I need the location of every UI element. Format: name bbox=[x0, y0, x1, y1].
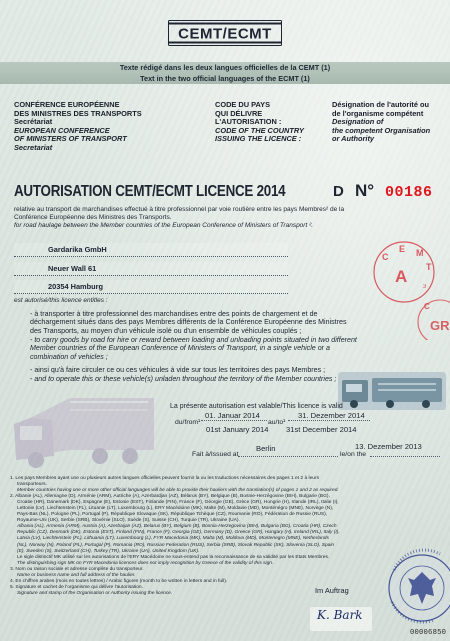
note-2-fr-2: Croatie (HR), Danemark (DK), Espagne (E), Estonie (EST), Finlande (FIN), France (F), Géorgie (GE), Grèce (GR), Hongrie (H), Irlande (IRL), Italie (I), bbox=[17, 500, 339, 506]
clause-carry-en-2: Member countries of the European Conference of Ministers of Transport, in a single vehicle or a bbox=[30, 344, 330, 353]
note-1-en: Member countries having one or more other official languages will be able to provide their hauliers with the translation(s) of pages 1 and 2 as required. bbox=[17, 488, 339, 494]
licence-series: D bbox=[333, 183, 344, 200]
note-2-en-1: Albania (AL), Armenia (ARM), Austria (A), Azerbaijan (AZ), Belarus (BY), Belgium (B), Bosnia-Herzegovina (BIH), Bulgaria (BG), Croatia (HR), Czech bbox=[17, 524, 337, 530]
im-auftrag-label: Im Auftrag bbox=[315, 586, 349, 595]
note-2-en-5: (E), Sweden (S), Switzerland (CH), Turkey (TR), Ukraine (UA), United Kingdom (UK). bbox=[17, 548, 200, 554]
svg-text:E: E bbox=[399, 244, 406, 254]
note-5-en: Signature and stamp of the Organisation or Authority issuing the licence. bbox=[17, 590, 173, 596]
official-seal-icon bbox=[384, 540, 450, 636]
note-2-mk-en: The distinguishing sign MK on FYR Macedonia licences does not imply recognition by Greece of the validity of this sign. bbox=[17, 560, 274, 566]
note-2-fr-3: Lettonie (LV), Liechtenstein (FL), Lituanie (LT), Luxembourg (L), ERY Macédoine (MK), Malte (M), Moldavie (MD), Monténégro (MNE), Norvège (N), bbox=[17, 506, 334, 512]
valid-to-date-de: 31. Dezember 2014 bbox=[298, 411, 365, 420]
valid-from-label: du/from¹ bbox=[175, 419, 201, 426]
holder-city-field bbox=[14, 280, 288, 294]
country-code-fr-2: QUI DÉLIVRE bbox=[215, 108, 263, 118]
clause-carry-en-1: - to carry goods by road for hire or reward between loading and unloading points situated in two different bbox=[30, 336, 357, 344]
valid-to-label: au/to¹ bbox=[268, 419, 286, 426]
valid-from-date-de: 01. Januar 2014 bbox=[205, 411, 260, 420]
authority-en-1: Designation of bbox=[332, 117, 384, 127]
conference-en-1: EUROPEAN CONFERENCE bbox=[14, 125, 110, 135]
holder-city: 20354 Hamburg bbox=[48, 282, 104, 291]
clause-unladen-en: - and to operate this or these vehicle(s) unladen throughout the territory of the Member countries ; bbox=[30, 375, 337, 383]
scope-fr-1: relative au transport de marchandises effectué à titre professionnel par voie routière entre les pays Membres² de la bbox=[14, 206, 345, 213]
svg-text:C: C bbox=[424, 302, 430, 311]
svg-text:3: 3 bbox=[423, 284, 427, 290]
secretariat-fr: Secrétariat bbox=[14, 117, 53, 127]
language-line-en: Text in the two official languages of the ECMT (1) bbox=[140, 73, 310, 83]
note-3-en: Name or business name and full address of the haulier. bbox=[17, 572, 136, 578]
note-5-fr: 5. Signature et cachet de l'organisme qui délivre l'autorisation. bbox=[10, 584, 143, 590]
issuer-conference bbox=[14, 101, 209, 153]
logo-mark bbox=[168, 20, 282, 46]
scope-fr-2: Conférence Européenne des Ministres des Transports. bbox=[14, 214, 172, 221]
licence-title: AUTORISATION CEMT/ECMT LICENCE 2014 bbox=[14, 183, 286, 200]
clause-carry-fr bbox=[30, 310, 418, 327]
conference-fr-1: CONFÉRENCE EUROPÉENNE bbox=[14, 100, 120, 109]
note-2-en-2: Republic (CZ), Denmark (DK), Estonia (EST), Finland (FIN), France (F), Georgia (GE), Germany (D), Greece (GR), Hungary (H), Ireland (IRL), Italy (I), bbox=[17, 530, 340, 536]
validity-label: La présente autorisation est valable/This licence is valid bbox=[170, 403, 343, 410]
number-label: N° bbox=[355, 181, 375, 200]
vehicle-graphic-icon bbox=[338, 372, 446, 410]
note-2-fr-1: 2. Albanie (AL), Allemagne (D), Arménie (ARM), Autriche (A), Azerbaïdjan (AZ), Bélarus (BY), Belgique (B), Bosnie-Herzégovine (BIH), Bulgarie (BG), bbox=[10, 494, 330, 500]
note-3-fr: 3. Nom ou raison sociale et adresse complète du transporteur. bbox=[10, 566, 144, 572]
clause-carry-en bbox=[30, 336, 418, 361]
clause-carry-fr-3: des Transports, au moyen d'un véhicule isolé ou d'un ensemble de véhicules couplés ; bbox=[30, 327, 302, 335]
note-1-fr: 1. Les pays Membres ayant une ou plusieurs autres langues officielles peuvent fournir la ou les traductions nécessaires des pages 1 et 2 à leurs bbox=[10, 476, 320, 481]
to-dotline bbox=[288, 420, 370, 421]
issued-at-label: Fait à/Issued at bbox=[192, 451, 239, 458]
clause-carry-en-3: combination of vehicles ; bbox=[30, 352, 108, 361]
svg-text:C: C bbox=[382, 252, 389, 262]
serial-number: 00006850 bbox=[410, 629, 447, 637]
svg-text:M: M bbox=[416, 248, 424, 258]
note-2-fr-5: Royaume-Uni (UK), Serbie (SRB), Slovénie (SLO), Suède (S), Suisse (CH), Turquie (TR), Ukraine (UA). bbox=[17, 518, 240, 524]
country-code-heading bbox=[215, 101, 325, 144]
truck-watermark-icon bbox=[8, 380, 158, 472]
svg-text:A: A bbox=[395, 267, 408, 286]
language-line-fr: Texte rédigé dans les deux langues officielles de la CEMT (1) bbox=[119, 63, 331, 72]
issue-date: 13. Dezember 2013 bbox=[355, 442, 422, 451]
logo-text: CEMT/ECMT bbox=[178, 25, 272, 43]
clause-unladen-fr: - ainsi qu'à faire circuler ce ou ces véhicules à vide sur tous les territoires des pays Membres ; bbox=[30, 366, 326, 374]
holder-street: Neuer Wall 61 bbox=[48, 264, 97, 273]
country-code-en-2: ISSUING THE LICENCE : bbox=[215, 134, 302, 144]
note-2-mk-fr: Le sigle distinctif MK utilisé sur les autorisations de l'ERY Macédoine ne sous-entend pas la reconnaissance de sa validité par les Etats Membres. bbox=[17, 554, 330, 560]
holder-street-field bbox=[14, 262, 288, 276]
authority-en-3: or Authority bbox=[332, 134, 375, 144]
valid-to-date-en: 31st December 2014 bbox=[286, 425, 357, 434]
entitlement-label: est autorisé/this licence entitles : bbox=[14, 297, 108, 304]
date-dotline bbox=[370, 456, 440, 457]
from-dotline bbox=[201, 420, 267, 421]
note-1-fr-cont: transporteurs. bbox=[17, 482, 47, 488]
handwritten-signature: K. Bark bbox=[317, 608, 363, 622]
place-dotline bbox=[238, 456, 338, 457]
language-band bbox=[0, 62, 450, 84]
licence-number: 00186 bbox=[385, 184, 433, 201]
footnotes bbox=[10, 476, 392, 597]
cemt-ecmt-logo bbox=[168, 20, 282, 46]
issued-on-label: le/on the bbox=[340, 451, 367, 458]
holder-name: Gardarika GmbH bbox=[48, 245, 107, 254]
authority-fr-1: Désignation de l'autorité ou bbox=[332, 100, 430, 109]
clause-carry-fr-2: déchargement situés dans des pays Membres différents de la Conférence Européenne des Ministres bbox=[30, 318, 347, 327]
note-4: 4. En chiffres arabes (mois en toutes lettres) / Arabic figures (month to be written in letters and in full). bbox=[10, 578, 228, 584]
svg-text:GR: GR bbox=[430, 318, 450, 333]
clause-carry-fr-3-wrap bbox=[30, 327, 418, 335]
valid-from-date-en: 01st January 2014 bbox=[206, 425, 269, 434]
authority-en-2: the competent Organisation bbox=[332, 125, 431, 135]
holder-name-field bbox=[14, 243, 288, 257]
secretariat-en: Secretariat bbox=[14, 142, 53, 152]
conference-en-2: OF MINISTERS OF TRANSPORT bbox=[14, 134, 127, 144]
country-code-fr-1: CODE DU PAYS bbox=[215, 100, 271, 109]
note-2-en-3: Latvia (LV), Liechtenstein (FL), Lithuania (LT), Luxembourg (L), FYR Macedonia (MK), Malta (M), Moldova (MD), Montenegro (MNE), Netherlands bbox=[17, 536, 329, 542]
conference-fr-2: DES MINISTRES DES TRANSPORTS bbox=[14, 108, 142, 118]
authority-fr-2: de l'organisme compétent bbox=[332, 108, 424, 118]
country-code-fr-3: L'AUTORISATION : bbox=[215, 117, 282, 127]
scope-statement bbox=[14, 206, 444, 230]
svg-text:T: T bbox=[426, 262, 432, 272]
country-code-en-1: CODE OF THE COUNTRY bbox=[215, 125, 304, 135]
clause-carry-fr-1: - à transporter à titre professionnel des marchandises entre des points de chargement et de bbox=[30, 310, 318, 318]
authority-heading bbox=[332, 101, 447, 144]
note-2-en-4: (NL), Norway (N), Poland (PL), Portugal (P), Romania (RO), Russian Federation (RUS), Serbia (SRB), Slovak Republic (SK), Slovenia (SLO), Spain bbox=[17, 542, 335, 548]
issued-place: Berlin bbox=[256, 444, 276, 453]
scope-en: for road haulage between the Member countries of the European Conference of Ministers of Transport ². bbox=[14, 222, 314, 229]
note-2-fr-4: Pays-Bas (NL), Pologne (PL), Portugal (P), République Slovaque (SK), République Tchèque (CZ), Roumanie (RO), Fédération de Russie (RUS), bbox=[17, 512, 328, 518]
